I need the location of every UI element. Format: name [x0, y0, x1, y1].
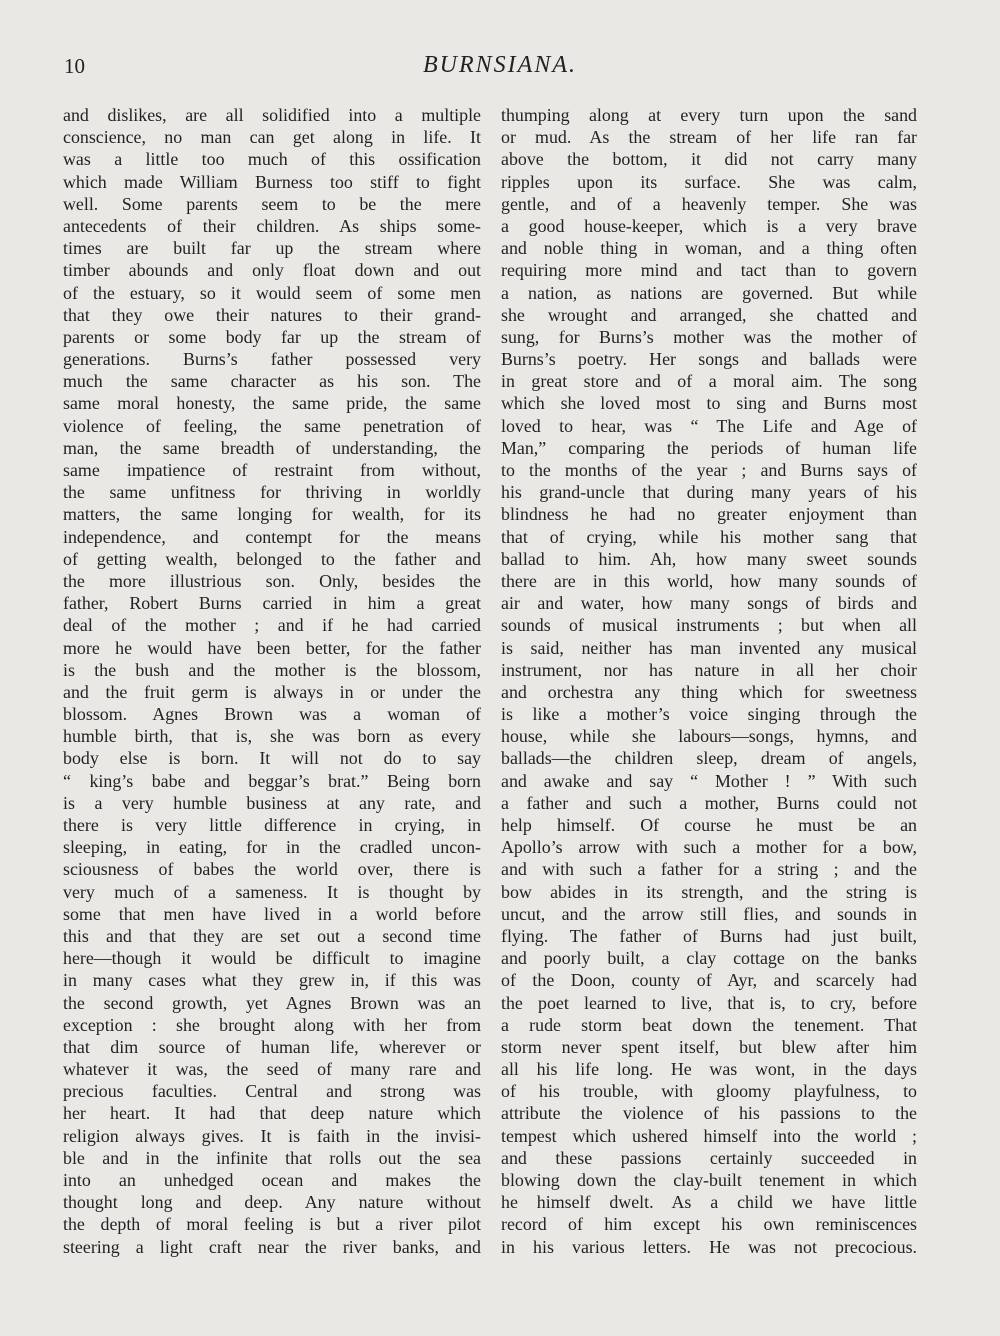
text-line: record of him except his own reminiscences [501, 1214, 917, 1235]
text-line: of getting wealth, belonged to the father and [63, 548, 481, 569]
text-line: his grand-uncle that during many years of his [501, 482, 917, 503]
text-line: the more illustrious son. Only, besides the [63, 570, 481, 591]
text-line: house, while she labours—songs, hymns, and [501, 726, 917, 747]
text-line: same impatience of restraint from without, [63, 460, 481, 480]
text-line: well. Some parents seem to be the mere [63, 193, 481, 214]
text-line: and noble thing in woman, and a thing often [501, 238, 917, 259]
text-line: deal of the mother ; and if he had carried [63, 615, 481, 636]
text-line: exception : she brought along with her from [63, 1014, 481, 1035]
text-line: and the fruit germ is always in or under the [63, 681, 481, 702]
text-line: bow abides in its strength, and the string is [501, 881, 917, 902]
text-line: very much of a sameness. It is thought by [63, 881, 481, 902]
text-line: some that men have lived in a world before [63, 903, 481, 924]
running-head [0, 52, 1000, 84]
text-line: there is very little difference in crying, in [63, 815, 481, 835]
text-line: help himself. Of course he must be an [501, 815, 917, 835]
text-line: is a very humble business at any rate, and [63, 792, 481, 813]
text-line: times are built far up the stream where [63, 238, 481, 259]
text-line: “ king’s babe and beggar’s brat.” Being born [63, 770, 481, 791]
running-title: BURNSIANA. [423, 52, 577, 78]
text-line: to the months of the year ; and Burns says of [501, 460, 917, 480]
text-line: blowing down the clay-built tenement in which [501, 1170, 917, 1190]
text-line: in great store and of a moral aim. The song [501, 371, 917, 392]
text-line: requiring more mind and tact than to govern [501, 260, 917, 281]
text-line: the poet learned to live, that is, to cry, before [501, 992, 917, 1013]
text-line: a father and such a mother, Burns could not [501, 792, 917, 813]
text-line: of the Doon, county of Ayr, and scarcely had [501, 970, 917, 991]
text-line: matters, the same longing for wealth, for its [63, 504, 481, 525]
text-line: independence, and contempt for the means [63, 526, 481, 547]
text-line: blossom. Agnes Brown was a woman of [63, 704, 481, 725]
text-line: tempest which ushered himself into the world ; [501, 1125, 917, 1146]
text-line: and orchestra any thing which for sweetness [501, 681, 917, 702]
text-line: air and water, how many songs of birds and [501, 593, 917, 614]
text-line: flying. The father of Burns had just built, [501, 925, 917, 946]
text-line: or mud. As the stream of her life ran far [501, 127, 917, 148]
text-line: and dislikes, are all solidified into a multiple [63, 105, 481, 125]
text-line: in his various letters. He was not precocious. [501, 1236, 917, 1257]
text-line: steering a light craft near the river banks, and [63, 1236, 481, 1257]
text-line: and with such a father for a string ; and the [501, 859, 917, 880]
text-line: parents or some body far up the stream of [63, 326, 481, 347]
text-line: thumping along at every turn upon the sand [501, 105, 917, 125]
text-line: precious faculties. Central and strong was [63, 1081, 481, 1102]
text-line: is the bush and the mother is the blossom, [63, 659, 481, 680]
text-line: antecedents of their children. As ships some- [63, 215, 481, 236]
text-line: that they owe their natures to their grand- [63, 304, 481, 325]
text-line: instrument, nor has nature in all her choir [501, 659, 917, 680]
text-line: blindness he had no greater enjoyment than [501, 504, 917, 525]
text-line: sleeping, in eating, for in the cradled uncon- [63, 837, 481, 858]
text-line: was a little too much of this ossification [63, 149, 481, 170]
text-line: which she loved most to sing and Burns most [501, 393, 917, 414]
text-line: the depth of moral feeling is but a river pilot [63, 1214, 481, 1235]
text-line: that dim source of human life, wherever or [63, 1036, 481, 1057]
text-line: thought long and deep. Any nature without [63, 1192, 481, 1213]
text-line: all his life long. He was wont, in the days [501, 1059, 917, 1080]
text-line: and these passions certainly succeeded in [501, 1147, 917, 1168]
text-line: a nation, as nations are governed. But while [501, 282, 917, 303]
text-line: and awake and say “ Mother ! ” With such [501, 770, 917, 791]
text-line: humble birth, that is, she was born as every [63, 726, 481, 747]
text-line: violence of feeling, the same penetration of [63, 415, 481, 436]
text-line: body else is born. It will not do to say [63, 748, 481, 769]
text-line: she wrought and arranged, she chatted and [501, 304, 917, 325]
text-line: sciousness of babes the world over, there is [63, 859, 481, 880]
text-line: this and that they are set out a second time [63, 925, 481, 946]
text-line: which made William Burness too stiff to fight [63, 171, 481, 192]
text-line: storm never spent itself, but blew after him [501, 1036, 917, 1057]
text-line: uncut, and the arrow still flies, and sounds in [501, 903, 917, 924]
left-text-column [63, 104, 481, 1258]
text-line: gentle, and of a heavenly temper. She was [501, 193, 917, 214]
text-line: father, Robert Burns carried in him a great [63, 593, 481, 614]
text-line: here—though it would be difficult to imagine [63, 948, 481, 969]
text-line: into an unhedged ocean and makes the [63, 1170, 481, 1190]
text-line: above the bottom, it did not carry many [501, 149, 917, 170]
text-line: the same unfitness for thriving in worldly [63, 482, 481, 503]
text-line: there are in this world, how many sounds of [501, 570, 917, 591]
text-line: ballad to him. Ah, how many sweet sounds [501, 548, 917, 569]
text-line: ripples upon its surface. She was calm, [501, 171, 917, 192]
text-line: is said, neither has man invented any musical [501, 637, 917, 658]
text-line: Apollo’s arrow with such a mother for a bow, [501, 837, 917, 858]
text-line: in many cases what they grew in, if this was [63, 970, 481, 991]
text-line: sounds of musical instruments ; but when all [501, 615, 917, 636]
text-line: ble and in the infinite that rolls out the sea [63, 1147, 481, 1168]
text-line: religion always gives. It is faith in the invisi- [63, 1125, 481, 1146]
text-line: conscience, no man can get along in life. It [63, 127, 481, 148]
text-line: the second growth, yet Agnes Brown was an [63, 992, 481, 1013]
text-line: a rude storm beat down the tenement. That [501, 1014, 917, 1035]
text-line: timber abounds and only float down and out [63, 260, 481, 281]
text-line: he himself dwelt. As a child we have little [501, 1192, 917, 1213]
text-line: of his trouble, with gloomy playfulness, to [501, 1081, 917, 1102]
text-line: much the same character as his son. The [63, 371, 481, 392]
text-line: is like a mother’s voice singing through the [501, 704, 917, 725]
text-line: man, the same breadth of understanding, the [63, 437, 481, 458]
text-line: whatever it was, the seed of many rare and [63, 1059, 481, 1080]
text-line: and poorly built, a clay cottage on the banks [501, 948, 917, 969]
text-line: ballads—the children sleep, dream of angels, [501, 748, 917, 769]
text-line: a good house-keeper, which is a very brave [501, 215, 917, 236]
text-line: attribute the violence of his passions to the [501, 1103, 917, 1124]
text-line: same moral honesty, the same pride, the same [63, 393, 481, 414]
text-line: that of crying, while his mother sang that [501, 526, 917, 547]
right-text-column [501, 104, 917, 1258]
text-line: Man,” comparing the periods of human life [501, 437, 917, 458]
text-line: of the estuary, so it would seem of some men [63, 282, 481, 303]
text-line: her heart. It had that deep nature which [63, 1103, 481, 1124]
page-number: 10 [64, 54, 85, 78]
text-line: generations. Burns’s father possessed very [63, 349, 481, 370]
text-line: loved to hear, was “ The Life and Age of [501, 415, 917, 436]
text-line: more he would have been better, for the father [63, 637, 481, 658]
text-line: sung, for Burns’s mother was the mother of [501, 326, 917, 347]
text-line: Burns’s poetry. Her songs and ballads were [501, 349, 917, 370]
